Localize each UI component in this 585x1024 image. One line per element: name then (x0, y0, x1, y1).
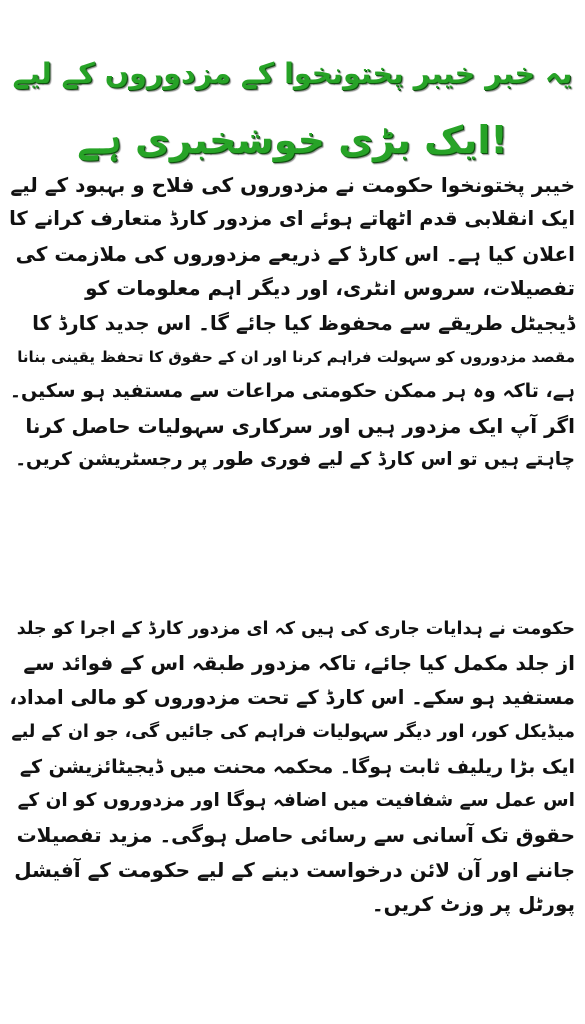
paragraph-line: حکومت نے ہدایات جاری کی ہیں کہ ای مزدور کارڈ کے اجرا کو جلد (16, 619, 575, 639)
paragraph-line: مستفید ہو سکے۔ اس کارڈ کے تحت مزدوروں کو مالی امداد، (9, 685, 575, 709)
paragraph-line: مقصد مزدوروں کو سہولت فراہم کرنا اور ان کے حقوق کا تحفظ یقینی بنانا (17, 348, 575, 367)
paragraph-line: از جلد مکمل کیا جائے، تاکہ مزدور طبقہ اس کے فوائد سے (23, 651, 575, 676)
paragraph-line: پورٹل پر وزٹ کریں۔ (371, 892, 575, 917)
paragraph-line: جاننے اور آن لائن درخواست دینے کے لیے حکومت کے آفیشل (14, 857, 575, 882)
headline-line: یہ خبر خیبر پختونخوا کے مزدوروں کے لیے (12, 57, 573, 91)
paragraph-line: اعلان کیا ہے۔ اس کارڈ کے ذریعے مزدوروں کی ملازمت کی (15, 241, 575, 266)
paragraph-line: خیبر پختونخوا حکومت نے مزدوروں کی فلاح و بہبود کے لیے (10, 173, 575, 197)
article-paragraph-2 (8, 612, 575, 922)
paragraph-line: تفصیلات، سروس انٹری، اور دیگر اہم معلومات کو (85, 276, 575, 301)
paragraph-line: چاہتے ہیں تو اس کارڈ کے لیے فوری طور پر رجسٹریشن کریں۔ (15, 449, 575, 471)
paragraph-line: اس عمل سے شفافیت میں اضافہ ہوگا اور مزدوروں کو ان کے (17, 790, 575, 812)
article-paragraph-1 (8, 168, 575, 478)
paragraph-line: ایک بڑا ریلیف ثابت ہوگا۔ محکمہ محنت میں ڈیجیٹائزیشن کے (19, 755, 575, 778)
paragraph-line: ایک انقلابی قدم اٹھاتے ہوئے ای مزدور کارڈ متعارف کرانے کا (9, 207, 575, 231)
paragraph-line: ہے، تاکہ وہ ہر ممکن حکومتی مراعات سے مستفید ہو سکیں۔ (9, 380, 575, 403)
headline (10, 41, 575, 173)
headline-line: !ایک بڑی خوشخبری ہے (77, 118, 508, 163)
paragraph-line: اگر آپ ایک مزدور ہیں اور سرکاری سہولیات حاصل کرنا (25, 413, 575, 438)
paragraph-line: ڈیجیٹل طریقے سے محفوظ کیا جائے گا۔ اس جدید کارڈ کا (32, 310, 575, 335)
paragraph-line: میڈیکل کور، اور دیگر سہولیات فراہم کی جائیں گی، جو ان کے لیے (11, 722, 575, 743)
paragraph-line: حقوق تک آسانی سے رسائی حاصل ہوگی۔ مزید تفصیلات (16, 823, 575, 848)
